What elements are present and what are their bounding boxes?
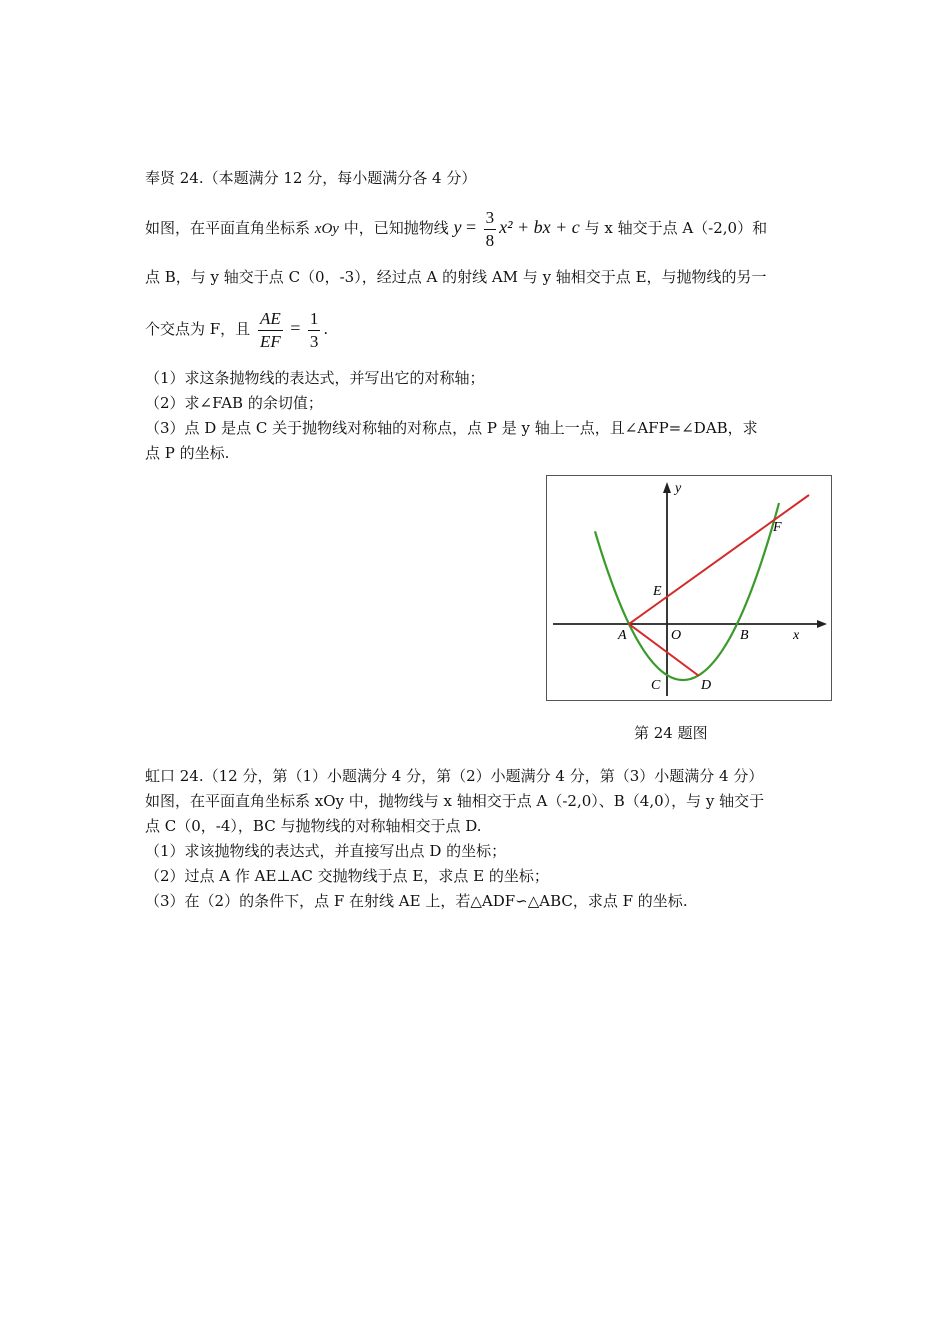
fraction-numerator: 3: [485, 207, 495, 227]
ratio-value-denominator: 3: [309, 331, 319, 351]
ray-am: [629, 495, 809, 624]
hongkou-question-1: （1）求该抛物线的表达式，并直接写出点 D 的坐标；: [145, 842, 507, 860]
label-y: y: [675, 481, 682, 496]
stem1-prefix: 如图，在平面直角坐标系: [145, 219, 315, 237]
stem3-suffix: .: [323, 320, 329, 338]
fengxian-stem-line2: 点 B，与 y 轴交于点 C（0，-3），经过点 A 的射线 AM 与 y 轴相交于点 E，与抛物线的另一: [145, 268, 767, 286]
ratio-fraction: [258, 308, 283, 353]
stem1-mid: 中，已知抛物线: [338, 219, 454, 237]
equation-y: y: [453, 217, 462, 237]
fengxian-question-3-line2: 点 P 的坐标.: [145, 444, 230, 462]
ratio-numerator: AE: [259, 308, 281, 328]
hongkou-heading: 虹口 24.（12 分，第（1）小题满分 4 分，第（2）小题满分 4 分，第（3）小题满分 4 分）: [145, 767, 764, 785]
figure-caption: 第 24 题图: [634, 724, 708, 742]
figure-24: [546, 475, 832, 701]
stem3-prefix: 个交点为 F，且: [145, 320, 255, 338]
hongkou-stem-line2: 点 C（0，-4），BC 与抛物线的对称轴相交于点 D.: [145, 817, 482, 835]
figure-graph: [547, 476, 833, 702]
label-e: E: [653, 584, 662, 599]
label-c: C: [651, 678, 661, 693]
fengxian-question-2: （2）求∠FAB 的余切值；: [145, 394, 323, 412]
equation-rest: x² + bx + c: [499, 217, 580, 237]
stem1-suffix: 与 x 轴交于点 A（-2,0）和: [579, 219, 768, 237]
segment-ad: [629, 624, 699, 676]
ratio-value: [308, 308, 321, 353]
ratio-value-numerator: 1: [309, 308, 319, 328]
label-d: D: [701, 678, 712, 693]
fengxian-stem-line1: [145, 203, 767, 251]
label-f: F: [773, 520, 782, 535]
parabola-curve: [595, 503, 779, 680]
coord-system: xOy: [314, 221, 339, 237]
hongkou-stem-line1: 如图，在平面直角坐标系 xOy 中，抛物线与 x 轴相交于点 A（-2,0）、B（4,0），与 y 轴交于: [145, 792, 765, 810]
label-a: A: [618, 628, 627, 643]
label-x: x: [793, 628, 800, 643]
fengxian-question-1: （1）求这条抛物线的表达式，并写出它的对称轴；: [145, 369, 485, 387]
equation-fraction: [484, 207, 497, 252]
hongkou-question-3: （3）在（2）的条件下，点 F 在射线 AE 上，若△ADF∽△ABC，求点 F 的坐标.: [145, 892, 688, 910]
label-o: O: [671, 628, 682, 643]
x-axis-arrow: [817, 620, 827, 628]
fengxian-heading: 奉贤 24.（本题满分 12 分，每小题满分各 4 分）: [145, 169, 477, 187]
equation-equals: =: [461, 217, 481, 237]
fengxian-stem-line3: [145, 304, 328, 352]
y-axis-arrow: [663, 482, 671, 493]
ratio-equals: =: [285, 318, 305, 338]
hongkou-question-2: （2）过点 A 作 AE⊥AC 交抛物线于点 E，求点 E 的坐标；: [145, 867, 549, 885]
fengxian-question-3-line1: （3）点 D 是点 C 关于抛物线对称轴的对称点，点 P 是 y 轴上一点，且∠AFP=∠DAB，求: [145, 419, 758, 437]
ratio-denominator: EF: [259, 331, 281, 351]
label-b: B: [740, 628, 749, 643]
fraction-denominator: 8: [485, 230, 495, 250]
